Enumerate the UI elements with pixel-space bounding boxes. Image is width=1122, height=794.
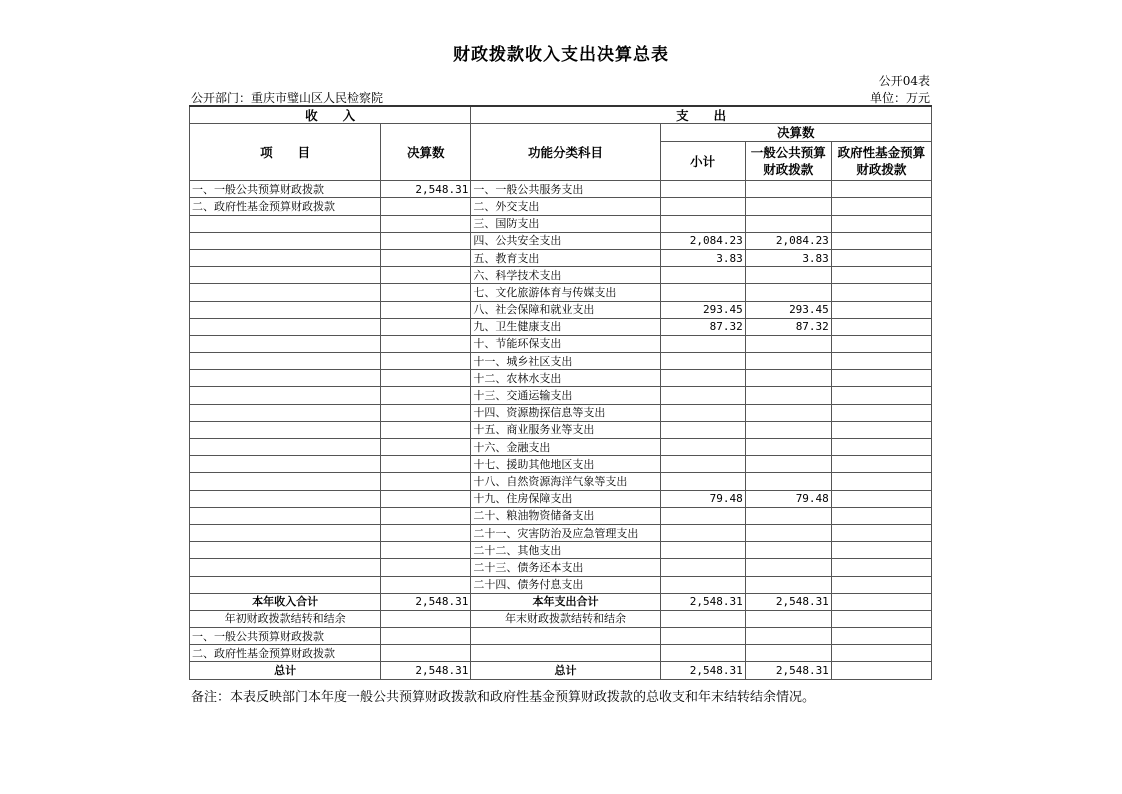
table-row [190, 439, 932, 456]
income-amount [381, 524, 471, 541]
income-item [190, 576, 381, 593]
expense-fund [831, 524, 931, 541]
expense-subtotal [660, 524, 745, 541]
income-item [190, 524, 381, 541]
summary-general: 2,548.31 [745, 662, 831, 679]
table-row [190, 353, 932, 370]
budget-table [189, 105, 932, 680]
expense-fund [831, 404, 931, 421]
expense-subtotal [660, 542, 745, 559]
year-income-label: 本年收入合计 [190, 593, 381, 610]
summary-subtotal [660, 610, 745, 627]
table-row [190, 542, 932, 559]
income-item [190, 301, 381, 318]
expense-fund [831, 421, 931, 438]
year-expense-label: 本年支出合计 [471, 593, 660, 610]
income-amount [381, 456, 471, 473]
income-item [190, 387, 381, 404]
expense-general: 3.83 [745, 249, 831, 266]
expense-general [745, 439, 831, 456]
income-amount [381, 542, 471, 559]
summary-fund [831, 628, 931, 645]
fund-budget-header: 政府性基金预算财政拨款 [831, 142, 931, 181]
expense-general [745, 542, 831, 559]
table-row [190, 284, 932, 301]
final-amount-header: 决算数 [381, 124, 471, 181]
expense-subtotal [660, 335, 745, 352]
footnote: 备注：本表反映部门本年度一般公共预算财政拨款和政府性基金预算财政拨款的总收支和年末结转结余情况。 [191, 690, 816, 705]
income-amount [381, 284, 471, 301]
expense-fund [831, 439, 931, 456]
expense-fund [831, 576, 931, 593]
income-item [190, 542, 381, 559]
begin-carry-label: 年初财政拨款结转和结余 [190, 610, 381, 627]
expense-fund [831, 542, 931, 559]
expense-subtotal: 79.48 [660, 490, 745, 507]
expense-general [745, 404, 831, 421]
expense-general: 293.45 [745, 301, 831, 318]
summary-general [745, 645, 831, 662]
income-item [190, 559, 381, 576]
expense-general: 79.48 [745, 490, 831, 507]
expense-subtotal [660, 387, 745, 404]
expense-subtotal [660, 439, 745, 456]
expense-general [745, 507, 831, 524]
summary-fund [831, 662, 931, 679]
expense-general [745, 198, 831, 215]
income-amount [381, 232, 471, 249]
income-item: 一、一般公共预算财政拨款 [190, 181, 381, 198]
expense-item: 十二、农林水支出 [471, 370, 660, 387]
table-row [190, 181, 932, 198]
expense-item: 十八、自然资源海洋气象等支出 [471, 473, 660, 490]
income-item [190, 456, 381, 473]
expense-subtotal [660, 473, 745, 490]
income-amount [381, 318, 471, 335]
table-row [190, 456, 932, 473]
expense-general [745, 456, 831, 473]
table-row [190, 421, 932, 438]
expense-general [745, 473, 831, 490]
unit-label: 单位：万元 [869, 91, 930, 105]
expense-general [745, 267, 831, 284]
expense-fund [831, 267, 931, 284]
income-item [190, 404, 381, 421]
income-amount [381, 353, 471, 370]
expense-subtotal [660, 507, 745, 524]
expense-fund [831, 370, 931, 387]
income-item [190, 507, 381, 524]
income-item [190, 215, 381, 232]
income-amount [381, 404, 471, 421]
expense-item: 六、科学技术支出 [471, 267, 660, 284]
table-row [190, 473, 932, 490]
income-item [190, 370, 381, 387]
table-row [190, 232, 932, 249]
year-income: 2,548.31 [381, 593, 471, 610]
income-amount [381, 301, 471, 318]
expense-item: 九、卫生健康支出 [471, 318, 660, 335]
expense-item: 七、文化旅游体育与传媒支出 [471, 284, 660, 301]
income-amount [381, 387, 471, 404]
expense-item: 十五、商业服务业等支出 [471, 421, 660, 438]
income-amount [381, 335, 471, 352]
summary-subtotal [660, 645, 745, 662]
expense-item: 十六、金融支出 [471, 439, 660, 456]
expense-subtotal: 293.45 [660, 301, 745, 318]
expense-general [745, 181, 831, 198]
end-general-item [471, 628, 660, 645]
income-amount [381, 198, 471, 215]
income-amount [381, 249, 471, 266]
expense-fund [831, 353, 931, 370]
expense-fund [831, 232, 931, 249]
expense-general: 2,084.23 [745, 232, 831, 249]
expense-item: 十一、城乡社区支出 [471, 353, 660, 370]
expense-fund [831, 507, 931, 524]
expense-fund [831, 456, 931, 473]
table-row [190, 404, 932, 421]
expense-subtotal [660, 421, 745, 438]
expense-subtotal [660, 284, 745, 301]
summary-fund [831, 645, 931, 662]
expense-fund [831, 198, 931, 215]
final-amount-group-header: 决算数 [660, 124, 931, 142]
income-item [190, 439, 381, 456]
expense-item: 二十三、债务还本支出 [471, 559, 660, 576]
summary-row [190, 628, 932, 645]
table-row [190, 267, 932, 284]
summary-row [190, 645, 932, 662]
form-number: 公开04表 [878, 74, 930, 88]
expense-item: 十三、交通运输支出 [471, 387, 660, 404]
expense-general [745, 284, 831, 301]
summary-subtotal [660, 628, 745, 645]
expense-fund [831, 559, 931, 576]
income-amount [381, 267, 471, 284]
expense-item: 十四、资源勘探信息等支出 [471, 404, 660, 421]
summary-row [190, 593, 932, 610]
table-row [190, 387, 932, 404]
income-item [190, 249, 381, 266]
summary-general [745, 610, 831, 627]
expense-item: 二、外交支出 [471, 198, 660, 215]
function-subject-header: 功能分类科目 [471, 124, 660, 181]
income-amount [381, 421, 471, 438]
income-item [190, 473, 381, 490]
income-amount [381, 559, 471, 576]
expense-subtotal [660, 404, 745, 421]
page-title: 财政拨款收入支出决算总表 [453, 45, 669, 65]
expense-general [745, 370, 831, 387]
expense-subtotal [660, 181, 745, 198]
expense-subtotal [660, 267, 745, 284]
income-item [190, 232, 381, 249]
expense-item: 十九、住房保障支出 [471, 490, 660, 507]
expense-general [745, 559, 831, 576]
begin-fund-label: 二、政府性基金预算财政拨款 [190, 645, 381, 662]
expense-fund [831, 249, 931, 266]
expense-item: 二十四、债务付息支出 [471, 576, 660, 593]
expense-general [745, 353, 831, 370]
expense-subtotal [660, 353, 745, 370]
begin-general-amount [381, 628, 471, 645]
department-label: 公开部门：重庆市璧山区人民检察院 [191, 91, 384, 105]
summary-row [190, 662, 932, 679]
expense-fund [831, 490, 931, 507]
table-row [190, 576, 932, 593]
expense-fund [831, 387, 931, 404]
table-row [190, 370, 932, 387]
income-amount [381, 473, 471, 490]
income-amount [381, 490, 471, 507]
expense-general [745, 576, 831, 593]
expense-general: 87.32 [745, 318, 831, 335]
income-item [190, 335, 381, 352]
income-header: 收 入 [190, 106, 471, 124]
income-item [190, 267, 381, 284]
expense-item: 二十一、灾害防治及应急管理支出 [471, 524, 660, 541]
expense-item: 一、一般公共服务支出 [471, 181, 660, 198]
income-item [190, 284, 381, 301]
expense-subtotal: 87.32 [660, 318, 745, 335]
expense-item: 二十、粮油物资储备支出 [471, 507, 660, 524]
expense-general [745, 335, 831, 352]
expense-header: 支 出 [471, 106, 932, 124]
summary-general [745, 628, 831, 645]
income-amount [381, 507, 471, 524]
expense-subtotal: 2,084.23 [660, 232, 745, 249]
expense-general [745, 387, 831, 404]
expense-item: 三、国防支出 [471, 215, 660, 232]
income-item [190, 421, 381, 438]
table-row [190, 524, 932, 541]
item-header: 项 目 [190, 124, 381, 181]
summary-fund [831, 593, 931, 610]
expense-fund [831, 301, 931, 318]
expense-general [745, 524, 831, 541]
expense-general [745, 215, 831, 232]
expense-fund [831, 335, 931, 352]
income-item [190, 353, 381, 370]
table-row [190, 215, 932, 232]
expense-general [745, 421, 831, 438]
expense-item: 二十二、其他支出 [471, 542, 660, 559]
grand-total-expense-label: 总计 [471, 662, 660, 679]
expense-item: 五、教育支出 [471, 249, 660, 266]
table-row [190, 490, 932, 507]
expense-fund [831, 318, 931, 335]
income-item [190, 490, 381, 507]
summary-subtotal: 2,548.31 [660, 593, 745, 610]
expense-fund [831, 473, 931, 490]
expense-fund [831, 215, 931, 232]
expense-item: 八、社会保障和就业支出 [471, 301, 660, 318]
income-amount [381, 215, 471, 232]
expense-fund [831, 284, 931, 301]
expense-item: 四、公共安全支出 [471, 232, 660, 249]
expense-subtotal [660, 370, 745, 387]
table-row [190, 507, 932, 524]
table-row [190, 335, 932, 352]
income-amount: 2,548.31 [381, 181, 471, 198]
expense-fund [831, 181, 931, 198]
subtotal-header: 小计 [660, 142, 745, 181]
expense-subtotal [660, 559, 745, 576]
general-budget-header: 一般公共预算财政拨款 [745, 142, 831, 181]
table-row [190, 198, 932, 215]
income-item: 二、政府性基金预算财政拨款 [190, 198, 381, 215]
expense-item: 十七、援助其他地区支出 [471, 456, 660, 473]
begin-fund-amount [381, 645, 471, 662]
table-row [190, 559, 932, 576]
expense-subtotal [660, 576, 745, 593]
expense-subtotal [660, 456, 745, 473]
expense-subtotal [660, 215, 745, 232]
expense-item: 十、节能环保支出 [471, 335, 660, 352]
table-row [190, 301, 932, 318]
summary-general: 2,548.31 [745, 593, 831, 610]
begin-general-label: 一、一般公共预算财政拨款 [190, 628, 381, 645]
grand-total-income: 2,548.31 [381, 662, 471, 679]
summary-subtotal: 2,548.31 [660, 662, 745, 679]
end-carry-label: 年末财政拨款结转和结余 [471, 610, 660, 627]
end-fund-item [471, 645, 660, 662]
income-amount [381, 576, 471, 593]
expense-subtotal [660, 198, 745, 215]
income-amount [381, 370, 471, 387]
table-row [190, 318, 932, 335]
table-row [190, 249, 932, 266]
summary-fund [831, 610, 931, 627]
expense-subtotal: 3.83 [660, 249, 745, 266]
grand-total-income-label: 总计 [190, 662, 381, 679]
begin-carry-amount [381, 610, 471, 627]
income-item [190, 318, 381, 335]
income-amount [381, 439, 471, 456]
summary-row [190, 610, 932, 627]
